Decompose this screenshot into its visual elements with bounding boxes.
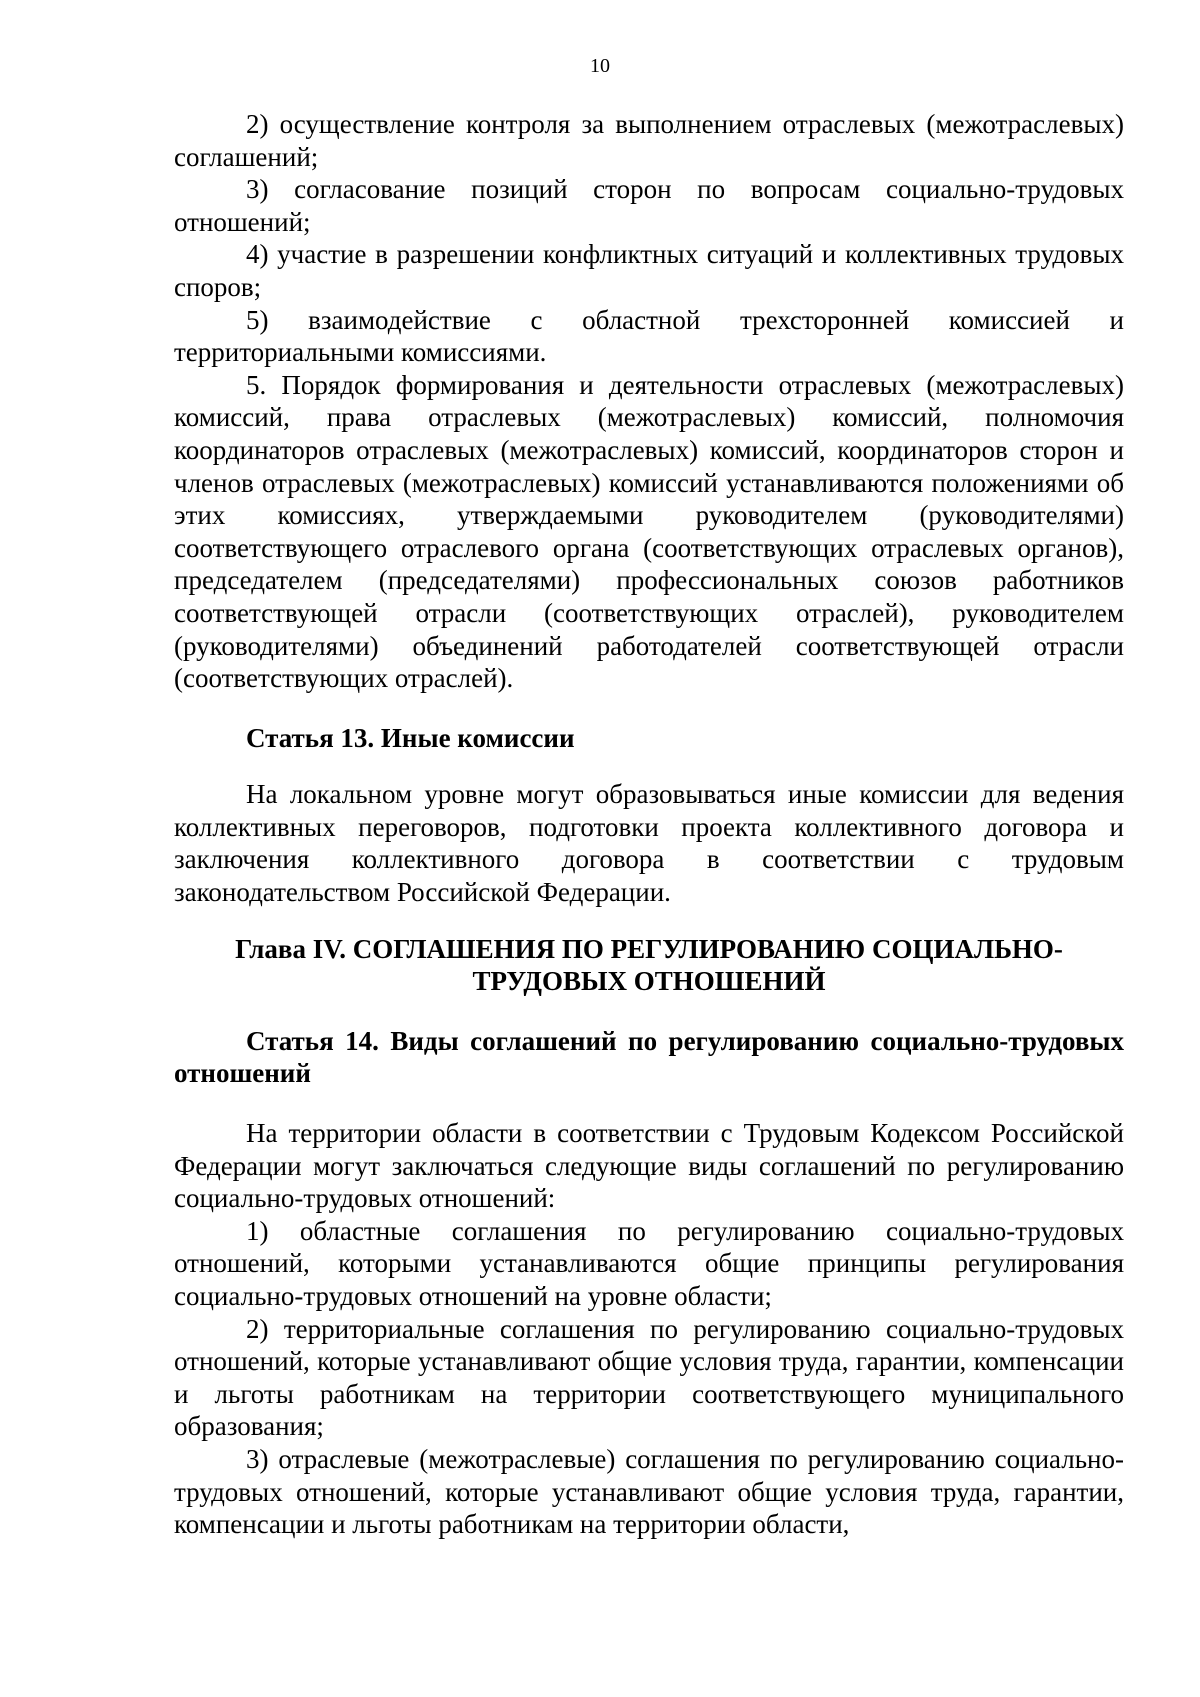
article-14-item-3: 3) отраслевые (межотраслевые) соглашения по регулированию социально-трудовых отношений, которые устанавливают общие условия труда, гарантии, компенсации и льготы работникам на территории области, <box>174 1443 1124 1540</box>
article-14-item-2: 2) территориальные соглашения по регулированию социально-трудовых отношений, которые устанавливают общие условия труда, гарантии, компенсации и льготы работникам на территории соответствующего муниципального образования; <box>174 1313 1124 1442</box>
article-13-text: На локальном уровне могут образовываться иные комиссии для ведения коллективных переговоров, подготовки проекта коллективного договора и заключения коллективного договора в соответствии с трудовым законодательством Российской Федерации. <box>174 779 1124 908</box>
list-item-2: 2) осуществление контроля за выполнением отраслевых (межотраслевых) соглашений; <box>174 109 1124 172</box>
list-item-4: 4) участие в разрешении конфликтных ситуаций и коллективных трудовых споров; <box>174 239 1124 302</box>
page-number: 10 <box>590 55 610 77</box>
chapter-4-heading <box>174 933 1124 998</box>
article-13-heading: Статья 13. Иные комиссии <box>246 722 575 753</box>
chapter-4-heading-line-1: Глава IV. СОГЛАШЕНИЯ ПО РЕГУЛИРОВАНИЮ СОЦИАЛЬНО- <box>235 933 1063 964</box>
article-14-heading: Статья 14. Виды соглашений по регулированию социально-трудовых отношений <box>174 1025 1124 1089</box>
chapter-4-heading-line-2: ТРУДОВЫХ ОТНОШЕНИЙ <box>472 966 826 997</box>
list-item-3: 3) согласование позиций сторон по вопросам социально-трудовых отношений; <box>174 174 1124 237</box>
article-14-item-1: 1) областные соглашения по регулированию социально-трудовых отношений, которыми устанавливаются общие принципы регулирования социально-трудовых отношений на уровне области; <box>174 1215 1124 1311</box>
article-14-intro: На территории области в соответствии с Трудовым Кодексом Российской Федерации могут заключаться следующие виды соглашений по регулированию социально-трудовых отношений: <box>174 1118 1124 1214</box>
paragraph-5: 5. Порядок формирования и деятельности отраслевых (межотраслевых) комиссий, права отраслевых (межотраслевых) комиссий, полномочия координаторов отраслевых (межотраслевых) комиссий, координаторов сторон и членов отраслевых (межотраслевых) комиссий устанавливаются положениями об этих комиссиях, утверждаемыми руководителем (руководителями) соответствующего отраслевого органа (соответствующих отраслевых органов), председателем (председателями) профессиональных союзов работников соответствующей отрасли (соответствующих отраслей), руководителем (руководителями) объединений работодателей соответствующей отрасли (соответствующих отраслей). <box>174 369 1124 694</box>
list-item-5: 5) взаимодействие с областной трехсторонней комиссией и территориальными комиссиями. <box>174 304 1124 368</box>
document-body <box>174 108 1124 1541</box>
